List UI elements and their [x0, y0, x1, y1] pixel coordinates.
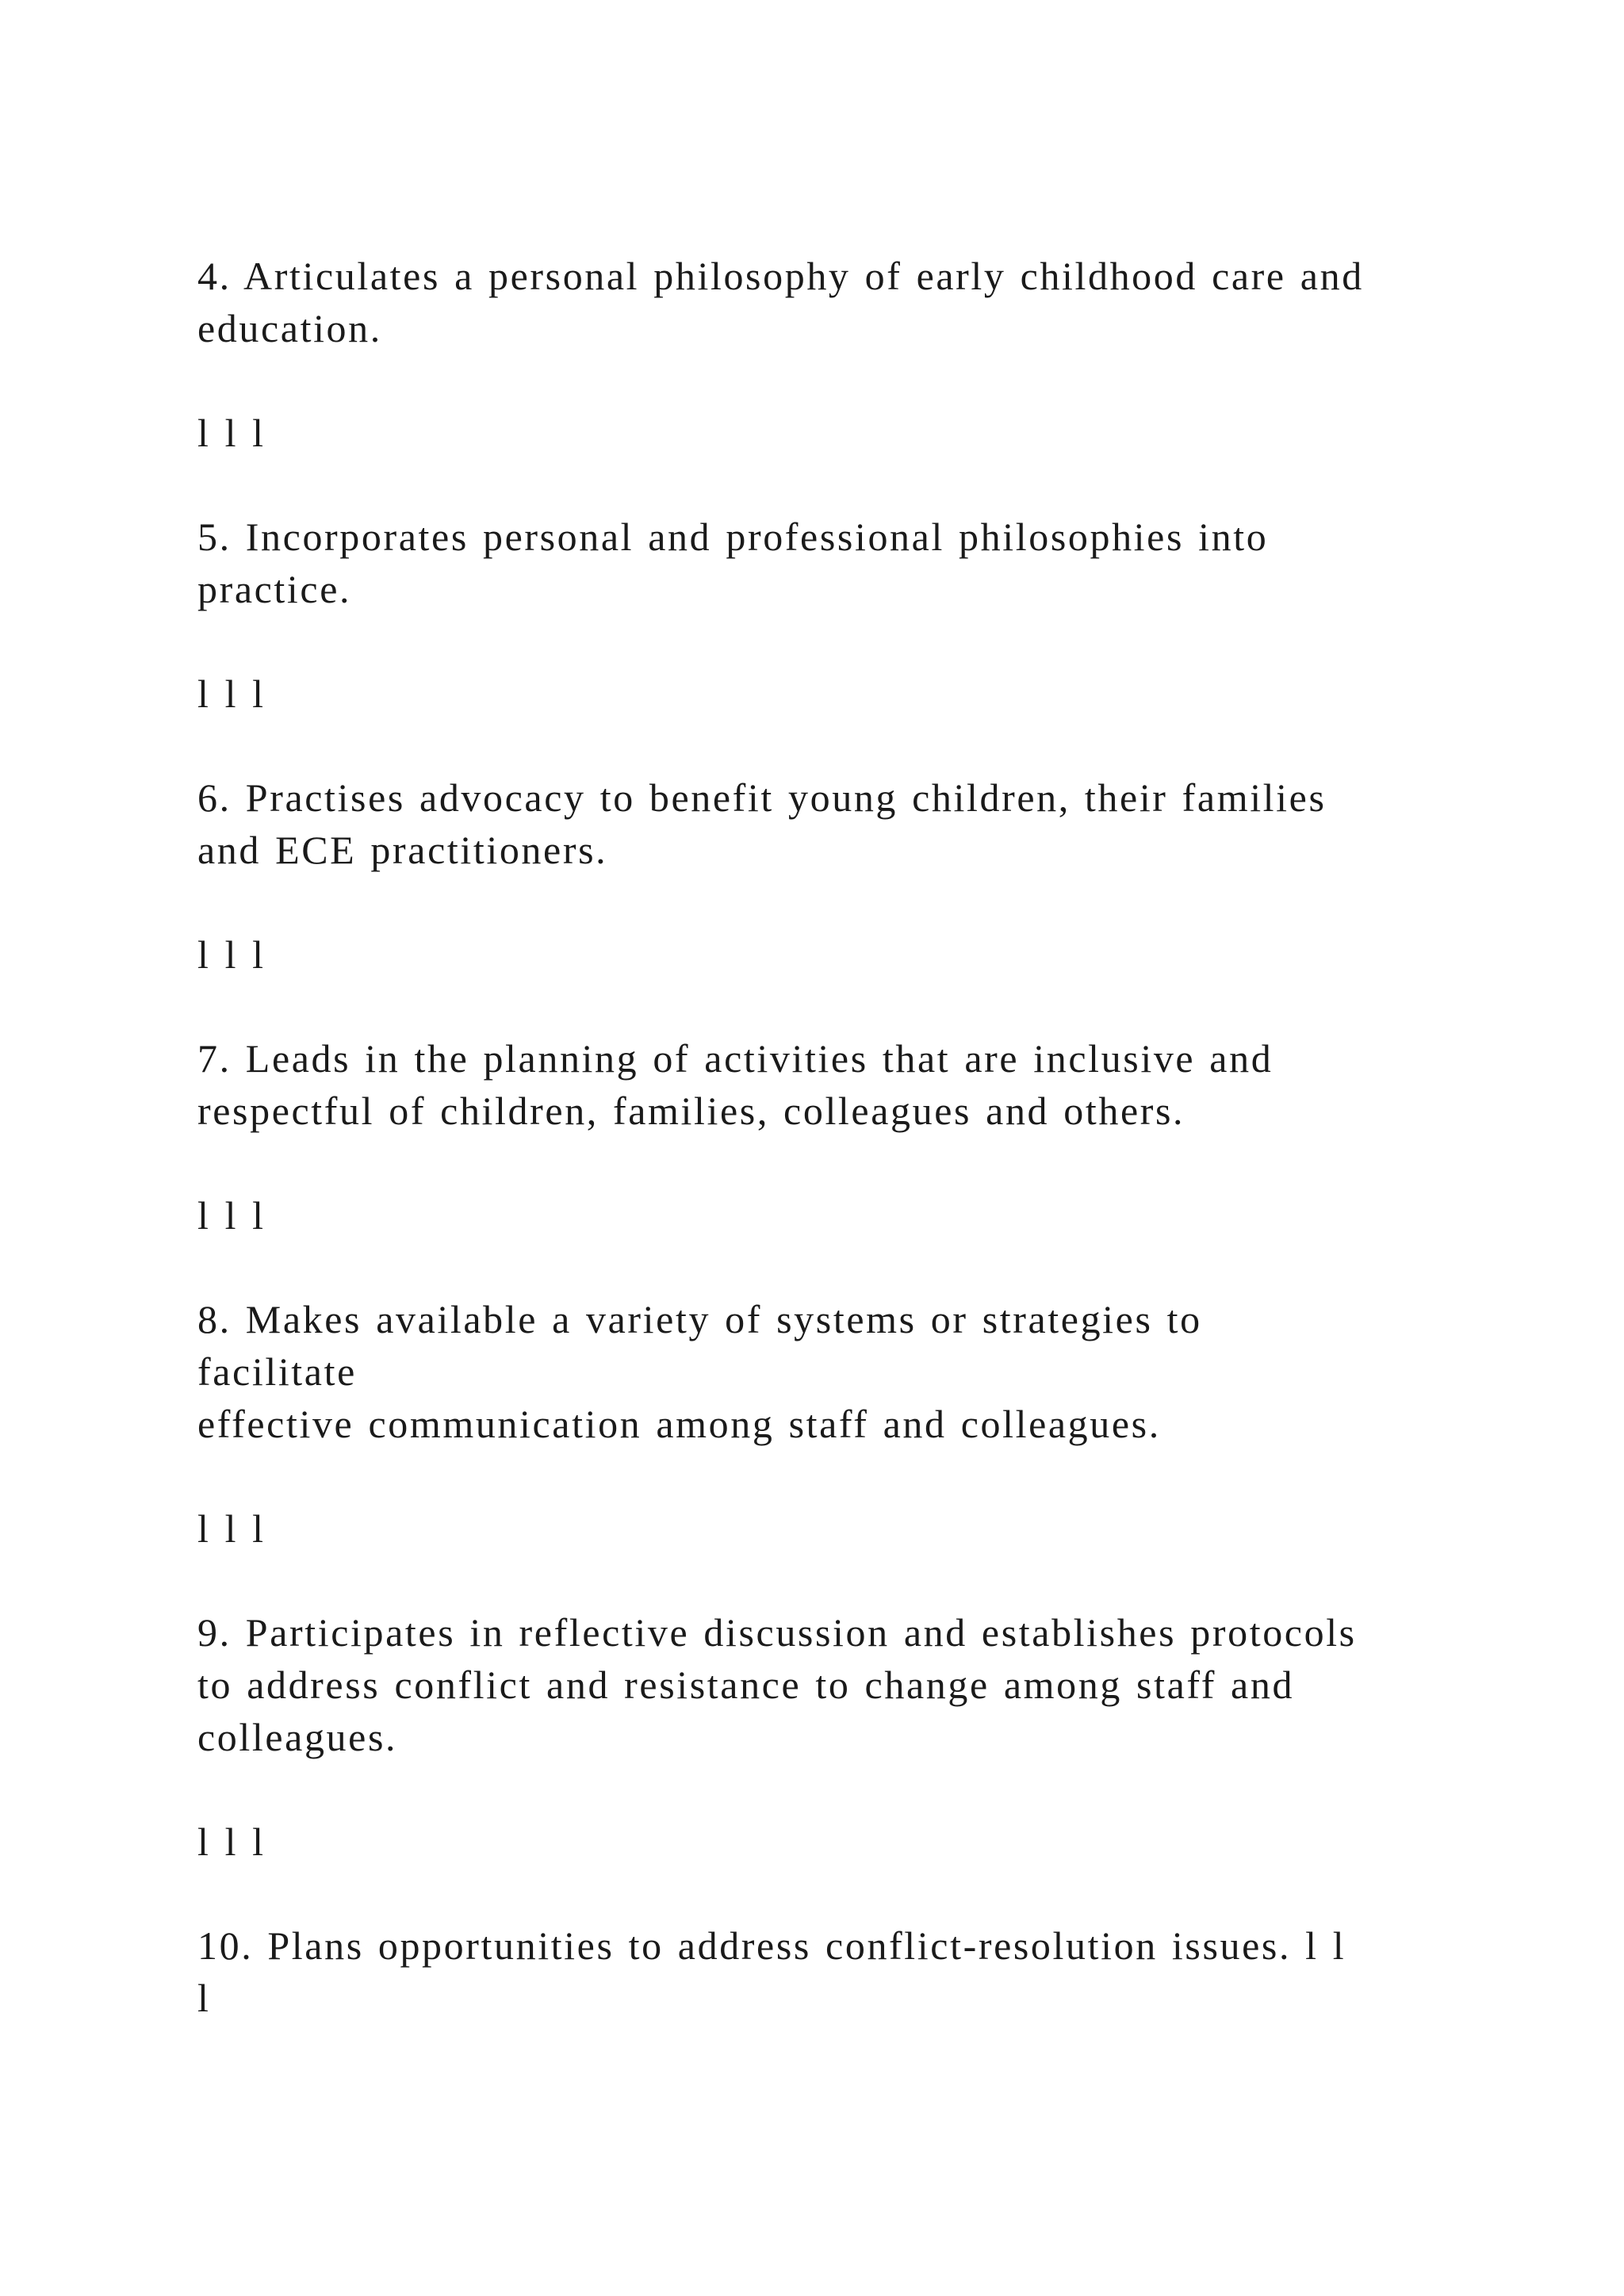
item-9-line-1: 9. Participates in reflective discussion and establishes protocols	[197, 1610, 1357, 1655]
item-6-line-2: and ECE practitioners.	[197, 828, 608, 872]
item-4-line-2: education.	[197, 306, 382, 350]
item-4-line-1: 4. Articulates a personal philosophy of early childhood care and	[197, 254, 1364, 298]
item-8-line-1: 8. Makes available a variety of systems or strategies to	[197, 1297, 1202, 1341]
item-9-line-3: colleagues.	[197, 1715, 398, 1759]
item-4-rating: l l l	[197, 411, 266, 455]
item-7-rating: l l l	[197, 1193, 266, 1238]
item-7-line-2: respectful of children, families, colleagues and others.	[197, 1089, 1185, 1133]
item-10-line-2: l	[197, 1976, 211, 2020]
item-6-rating: l l l	[197, 932, 266, 977]
item-5-line-2: practice.	[197, 567, 352, 611]
item-5-line-1: 5. Incorporates personal and professional philosophies into	[197, 515, 1269, 559]
item-9-line-2: to address conflict and resistance to change among staff and	[197, 1663, 1295, 1707]
item-7-line-1: 7. Leads in the planning of activities that are inclusive and	[197, 1036, 1274, 1081]
item-8-line-3: effective communication among staff and colleagues.	[197, 1402, 1161, 1446]
item-6-line-1: 6. Practises advocacy to benefit young children, their families	[197, 775, 1327, 820]
item-9-rating: l l l	[197, 1820, 266, 1864]
item-8-line-2: facilitate	[197, 1349, 357, 1394]
item-8-rating: l l l	[197, 1506, 266, 1551]
item-10-line-1: 10. Plans opportunities to address conflict-resolution issues. l l	[197, 1923, 1346, 1968]
item-5-rating: l l l	[197, 672, 266, 716]
